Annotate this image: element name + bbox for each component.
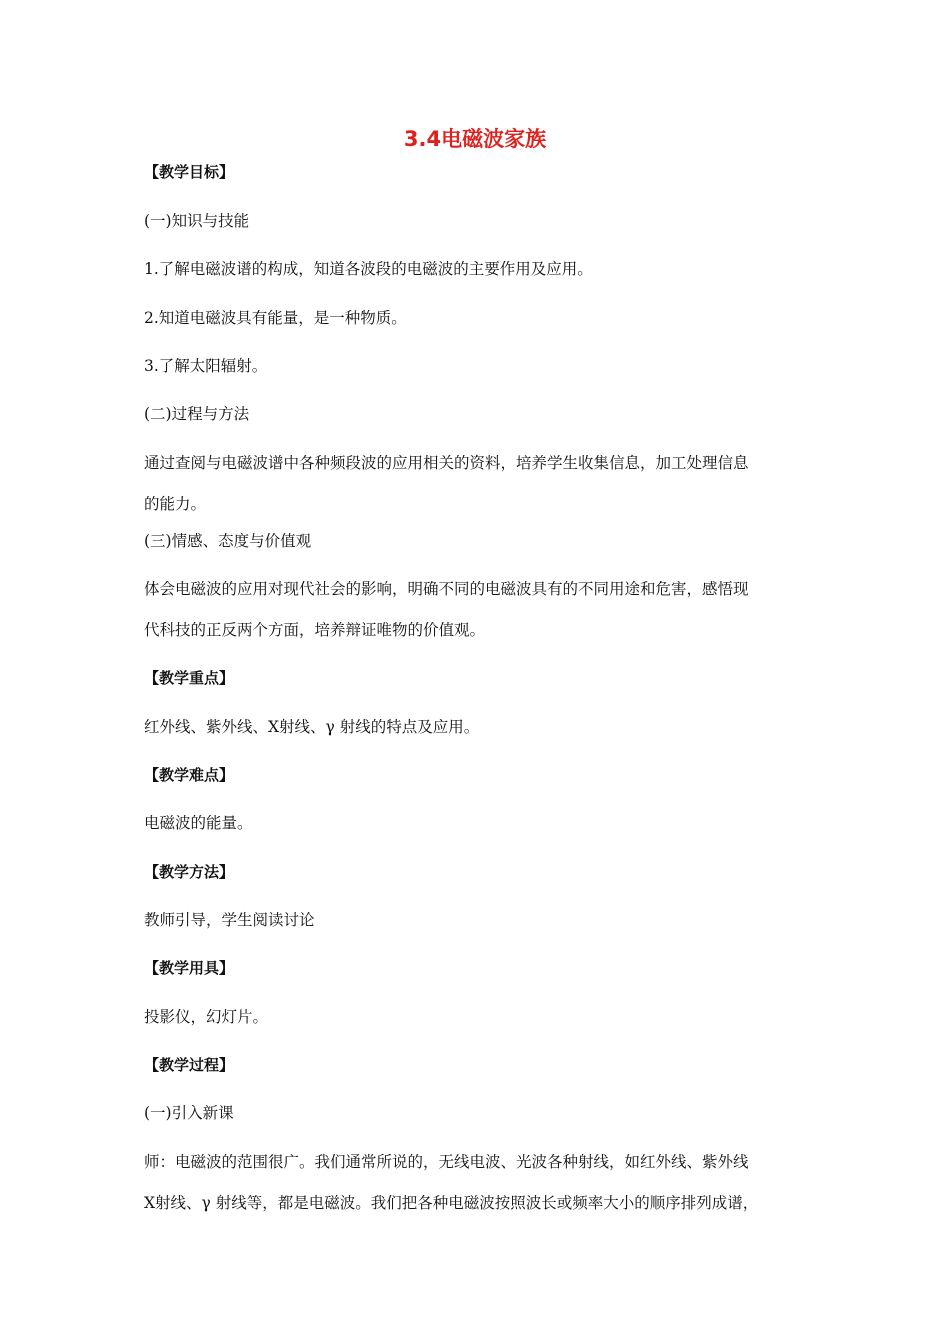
objective-item-2: 2.知道电磁波具有能量，是一种物质。	[144, 309, 407, 327]
subheading-introduction: (一)引入新课	[144, 1104, 234, 1122]
paragraph-line: 红外线、紫外线、X射线、γ 射线的特点及应用。	[144, 718, 480, 736]
paragraph-line: 教师引导，学生阅读讨论	[144, 911, 315, 929]
paragraph-line: 的能力。	[144, 495, 207, 513]
document-title: 3.4电磁波家族	[403, 127, 547, 151]
objective-item-1: 1.了解电磁波谱的构成，知道各波段的电磁波的主要作用及应用。	[144, 260, 593, 278]
subheading-knowledge-skills: (一)知识与技能	[144, 212, 250, 230]
paragraph-line: 投影仪，幻灯片。	[144, 1008, 269, 1026]
heading-teaching-objectives: 【教学目标】	[144, 163, 235, 181]
paragraph-line: X射线、γ 射线等，都是电磁波。我们把各种电磁波按照波长或频率大小的顺序排列成谱，	[144, 1194, 759, 1212]
heading-teaching-methods: 【教学方法】	[144, 863, 235, 881]
paragraph-line: 电磁波的能量。	[144, 814, 253, 832]
paragraph-line: 代科技的正反两个方面，培养辩证唯物的价值观。	[144, 621, 486, 639]
paragraph-line: 师：电磁波的范围很广。我们通常所说的，无线电波、光波各种射线，如红外线、紫外线	[144, 1153, 749, 1171]
paragraph-line: 体会电磁波的应用对现代社会的影响，明确不同的电磁波具有的不同用途和危害，感悟现	[144, 580, 749, 598]
subheading-emotion-values: (三)情感、态度与价值观	[144, 532, 312, 550]
paragraph-line: 通过查阅与电磁波谱中各种频段波的应用相关的资料，培养学生收集信息，加工处理信息	[144, 454, 749, 472]
subheading-process-method: (二)过程与方法	[144, 405, 250, 423]
heading-key-points: 【教学重点】	[144, 669, 235, 687]
heading-teaching-tools: 【教学用具】	[144, 959, 235, 977]
objective-item-3: 3.了解太阳辐射。	[144, 357, 268, 375]
heading-teaching-process: 【教学过程】	[144, 1056, 235, 1074]
heading-difficulties: 【教学难点】	[144, 766, 235, 784]
